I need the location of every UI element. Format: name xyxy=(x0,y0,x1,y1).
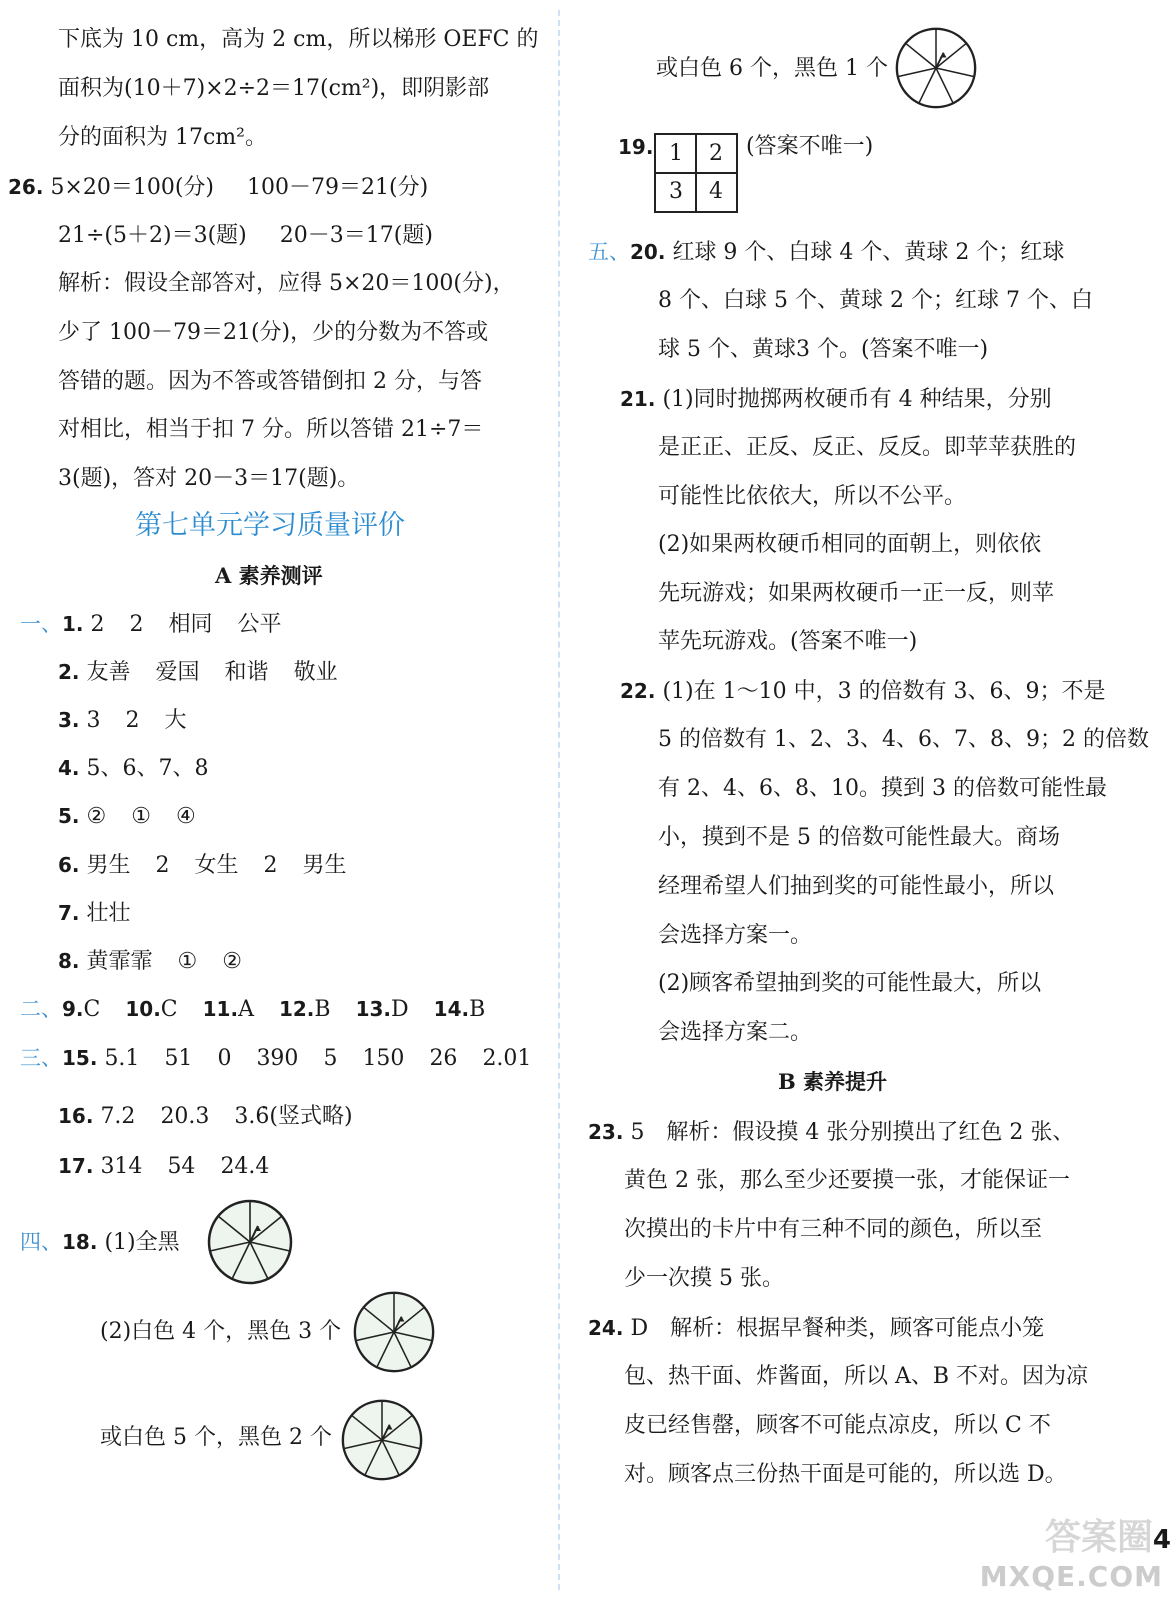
explanation-line: 解析：假设全部答对，应得 5×20＝100(分)， xyxy=(58,271,515,296)
question-number: 5. xyxy=(58,804,80,828)
answer: 24.4 xyxy=(220,1154,270,1179)
answer: 和谐 xyxy=(224,660,269,685)
section-marker: 三、 xyxy=(20,1046,62,1070)
answer: 5 xyxy=(323,1046,338,1071)
question-number: 6. xyxy=(58,853,80,877)
answer-line: 球 5 个、黄球3 个。(答案不唯一) xyxy=(658,337,989,362)
answer: C xyxy=(160,997,178,1022)
answer-line: 红球 9 个、白球 4 个、黄球 2 个；红球 xyxy=(672,240,1065,265)
answer: 2 xyxy=(129,612,144,637)
answer-line: 对。顾客点三份热干面是可能的，所以选 D。 xyxy=(624,1462,1067,1487)
answer-part: 5×20＝100(分) xyxy=(50,175,215,200)
question-4 xyxy=(58,754,209,783)
answer-line: (2)如果两枚硬币相同的面朝上，则依依 xyxy=(658,532,1042,557)
answer: 390 xyxy=(256,1046,299,1071)
text-line: 分的面积为 17cm²。 xyxy=(58,125,267,150)
explanation-line: 少了 100－79＝21(分)，少的分数为不答或 xyxy=(58,320,489,345)
question-26-line2 xyxy=(58,222,433,250)
question-18 xyxy=(20,1228,180,1257)
answer: 20.3 xyxy=(160,1104,210,1129)
question-number: 19. xyxy=(618,135,654,159)
answer-line: 是正正、正反、反正、反反。即苹苹获胜的 xyxy=(658,435,1077,460)
answer-line: 可能性比依依大，所以不公平。 xyxy=(658,484,967,509)
answer-line: (2)顾客希望抽到奖的可能性最大，所以 xyxy=(658,971,1042,996)
answer-line: 黄色 2 张，那么至少还要摸一张，才能保证一 xyxy=(624,1168,1070,1193)
question-number: 12. xyxy=(278,997,315,1021)
answer: 2 xyxy=(125,708,140,733)
section-subtitle-a: A 素养测评 xyxy=(215,563,323,588)
question-number: 26. xyxy=(8,175,44,199)
answer: 2.01 xyxy=(482,1046,532,1071)
spinner-wheel-6-1 xyxy=(894,26,978,110)
answer-line: (1)同时抛掷两枚硬币有 4 种结果，分别 xyxy=(662,387,1052,412)
text-line: 下底为 10 cm，高为 2 cm，所以梯形 OEFC 的 xyxy=(58,27,539,52)
question-number: 20. xyxy=(630,240,666,264)
answer-line: D 解析：根据早餐种类，顾客可能点小笼 xyxy=(630,1316,1045,1341)
answer: 男生 xyxy=(86,853,131,878)
explanation-line: 对相比，相当于扣 7 分。所以答错 21÷7＝ xyxy=(58,417,484,442)
answer: ① xyxy=(177,949,198,974)
unit-title: 第七单元学习质量评价 xyxy=(135,510,405,541)
answer: 150 xyxy=(362,1046,405,1071)
answer: 相同 xyxy=(168,612,213,637)
spinner-wheel-all-black xyxy=(206,1198,294,1286)
grid-cell: 2 xyxy=(709,141,723,166)
answer: ② xyxy=(86,804,107,829)
question-number: 24. xyxy=(588,1316,624,1340)
answer-line: 小，摸到不是 5 的倍数可能性最大。商场 xyxy=(658,825,1060,850)
answer: 51 xyxy=(164,1046,193,1071)
answer: A xyxy=(238,997,254,1022)
answer-line: 苹先玩游戏。(答案不唯一) xyxy=(658,629,918,654)
answer-line: 次摸出的卡片中有三种不同的颜色，所以至 xyxy=(624,1217,1043,1242)
question-26 xyxy=(8,173,428,202)
section-marker: 一、 xyxy=(20,612,62,636)
answer-line: 皮已经售罄，顾客不可能点凉皮，所以 C 不 xyxy=(624,1413,1051,1438)
answer-line: 会选择方案二。 xyxy=(658,1020,813,1045)
explanation-line: 答错的题。因为不答或答错倒扣 2 分，与答 xyxy=(58,369,482,394)
watermark-logo: 答案圈 xyxy=(1044,1517,1153,1558)
spinner-wheel-4-3 xyxy=(352,1290,436,1374)
question-number: 7. xyxy=(58,901,80,925)
question-number: 4. xyxy=(58,756,80,780)
answer: 友善 xyxy=(86,660,131,685)
answer: 男生 xyxy=(302,853,347,878)
number-grid xyxy=(654,133,738,213)
explanation-line: 3(题)，答对 20－3＝17(题)。 xyxy=(58,466,360,491)
question-number: 8. xyxy=(58,949,80,973)
answer: 5.1 xyxy=(104,1046,140,1071)
answer: B xyxy=(314,997,331,1022)
questions-9-14 xyxy=(20,995,485,1024)
question-number: 16. xyxy=(58,1104,94,1128)
question-number: 23. xyxy=(588,1120,624,1144)
answer: 2 xyxy=(263,853,278,878)
answer: 敬业 xyxy=(293,660,338,685)
answer-line: (1)在 1～10 中，3 的倍数有 3、6、9；不是 xyxy=(662,679,1106,704)
answer: 3 xyxy=(86,708,101,733)
answer-line: 会选择方案一。 xyxy=(658,923,813,948)
grid-cell: 1 xyxy=(669,141,683,166)
spinner-wheel-5-2 xyxy=(340,1398,424,1482)
question-18-part2: (2)白色 4 个，黑色 3 个 xyxy=(100,1319,342,1344)
answer-part: 20－3＝17(题) xyxy=(279,223,433,248)
question-number: 21. xyxy=(620,387,656,411)
answer: 54 xyxy=(167,1154,196,1179)
answer: 女生 xyxy=(194,853,239,878)
question-number: 13. xyxy=(355,997,392,1021)
section-subtitle-b: B 素养提升 xyxy=(778,1069,888,1094)
answer-part: 100－79＝21(分) xyxy=(247,175,429,200)
answer-line: 先玩游戏；如果两枚硬币一正一反，则苹 xyxy=(658,581,1055,606)
grid-cell: 3 xyxy=(669,179,683,204)
answer-part: 21÷(5＋2)＝3(题) xyxy=(58,223,247,248)
question-19-note: (答案不唯一) xyxy=(746,134,874,159)
answer: 3.6̇(竖式略) xyxy=(234,1104,353,1129)
watermark-url: MXQE.COM xyxy=(979,1560,1163,1593)
answer-line: 8 个、白球 5 个、黄球 2 个；红球 7 个、白 xyxy=(658,288,1093,313)
question-3 xyxy=(58,706,187,735)
answer: 爱国 xyxy=(155,660,200,685)
question-6 xyxy=(58,851,347,880)
question-number: 1. xyxy=(62,612,84,636)
question-18-part4: 或白色 6 个，黑色 1 个 xyxy=(656,56,888,81)
question-number: 18. xyxy=(62,1230,98,1254)
answer: B xyxy=(469,997,486,1022)
answer-line: 有 2、4、6、8、10。摸到 3 的倍数可能性最 xyxy=(658,776,1107,801)
answer: 0 xyxy=(217,1046,232,1071)
question-number: 14. xyxy=(433,997,470,1021)
grid-cell: 4 xyxy=(709,179,723,204)
answer: 公平 xyxy=(237,612,282,637)
question-19-number xyxy=(618,133,653,162)
question-17 xyxy=(58,1152,269,1181)
question-number: 17. xyxy=(58,1154,94,1178)
question-16 xyxy=(58,1102,353,1131)
answer: 2 xyxy=(155,853,170,878)
question-number: 10. xyxy=(125,997,161,1021)
answer: 5、6、7、8 xyxy=(86,756,209,781)
question-23 xyxy=(588,1118,1074,1147)
answer: ② xyxy=(222,949,242,974)
question-15 xyxy=(20,1044,531,1073)
answer: ① xyxy=(131,804,151,829)
answer: 黄霏霏 xyxy=(86,949,153,974)
answer: 26 xyxy=(429,1046,458,1071)
answer-line: 少一次摸 5 张。 xyxy=(624,1266,784,1291)
question-7 xyxy=(58,899,131,928)
question-20 xyxy=(588,238,1064,267)
question-2 xyxy=(58,658,338,687)
section-marker: 五、 xyxy=(588,240,630,264)
answer: (1)全黑 xyxy=(104,1230,180,1255)
answer: 314 xyxy=(100,1154,143,1179)
answer: 7.2 xyxy=(100,1104,136,1129)
text-line: 面积为(10＋7)×2÷2＝17(cm²)，即阴影部 xyxy=(58,76,490,101)
question-21 xyxy=(620,385,1052,414)
question-number: 9. xyxy=(62,997,84,1021)
section-marker: 四、 xyxy=(20,1230,62,1254)
section-marker: 二、 xyxy=(20,997,62,1021)
question-5 xyxy=(58,802,196,831)
question-1 xyxy=(20,610,282,639)
question-number: 3. xyxy=(58,708,80,732)
question-number: 22. xyxy=(620,679,656,703)
question-number: 11. xyxy=(202,997,239,1021)
question-24 xyxy=(588,1314,1044,1343)
answer: 2 xyxy=(90,612,105,637)
column-divider xyxy=(558,10,560,1590)
answer: C xyxy=(83,997,101,1022)
question-number: 15. xyxy=(62,1046,98,1070)
question-8 xyxy=(58,947,242,976)
page-number: 4 xyxy=(1152,1525,1171,1555)
grid-divider xyxy=(656,172,736,174)
question-number: 2. xyxy=(58,660,80,684)
question-18-part3: 或白色 5 个，黑色 2 个 xyxy=(100,1425,332,1450)
answer: D xyxy=(391,997,409,1022)
answer-line: 5 的倍数有 1、2、3、4、6、7、8、9；2 的倍数 xyxy=(658,727,1149,752)
answer-line: 5 解析：假设摸 4 张分别摸出了红色 2 张、 xyxy=(630,1120,1075,1145)
answer: ④ xyxy=(175,804,196,829)
answer-line: 经理希望人们抽到奖的可能性最小，所以 xyxy=(658,874,1055,899)
answer: 壮壮 xyxy=(86,901,131,926)
question-22 xyxy=(620,677,1106,706)
answer: 大 xyxy=(164,708,187,733)
answer-line: 包、热干面、炸酱面，所以 A、B 不对。因为凉 xyxy=(624,1364,1089,1389)
